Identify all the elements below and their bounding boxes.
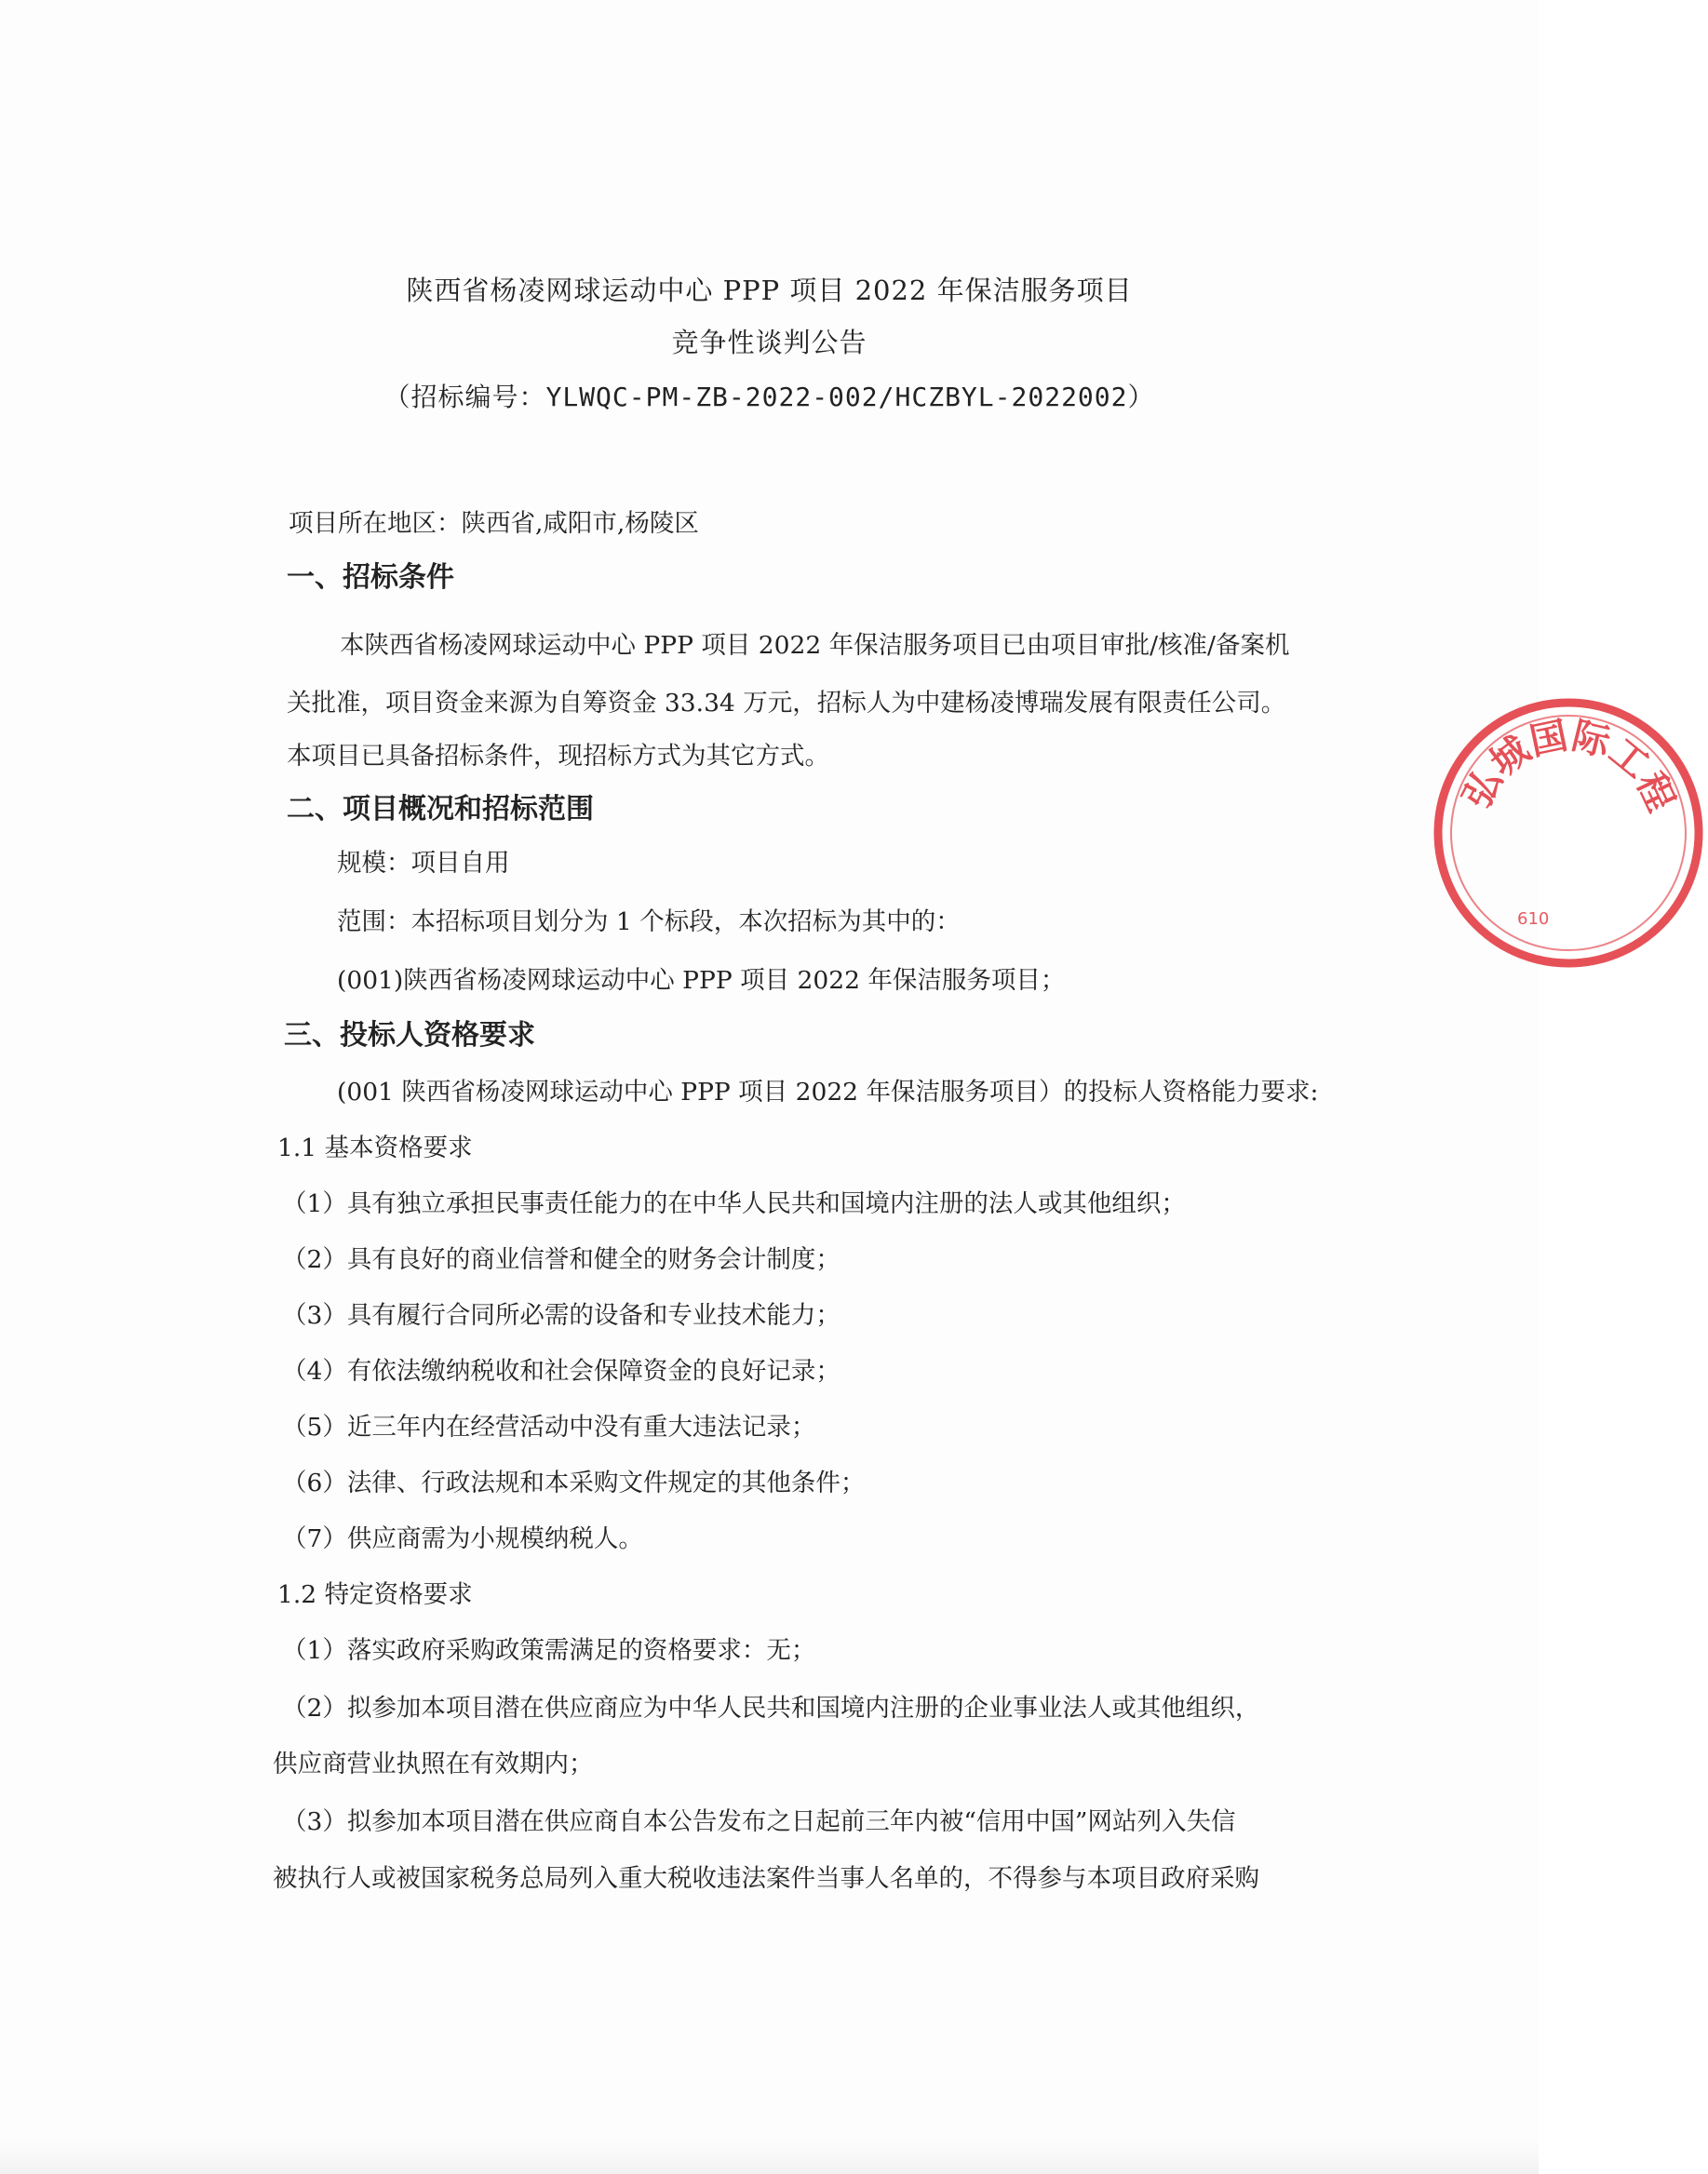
list-item: （1）具有独立承担民事责任能力的在中华人民共和国境内注册的法人或其他组织； (282, 1189, 1186, 1218)
project-scope: 范围：本招标项目划分为 1 个标段，本次招标为其中的： (337, 907, 961, 936)
list-item-continuation: 被执行人或被国家税务总局列入重大税收违法案件当事人名单的，不得参与本项目政府采购 (273, 1864, 1259, 1893)
list-item: （3）拟参加本项目潜在供应商自本公告发布之日起前三年内被“信用中国”网站列入失信 (282, 1807, 1236, 1836)
company-seal (1429, 693, 1708, 973)
section-heading-2: 二、项目概况和招标范围 (287, 793, 594, 825)
project-scale: 规模：项目自用 (337, 849, 510, 878)
project-location: 项目所在地区：陕西省,咸阳市,杨陵区 (289, 509, 699, 538)
seal-text: 弘城国际工程 (1455, 714, 1683, 818)
list-item: （6）法律、行政法规和本采购文件规定的其他条件； (282, 1469, 866, 1497)
qualification-intro: (001 陕西省杨凌网球运动中心 PPP 项目 2022 年保洁服务项目）的投标人资格能力要求: (337, 1078, 1319, 1107)
special-qualification-heading: 1.2 特定资格要求 (277, 1580, 473, 1609)
document-title: 陕西省杨凌网球运动中心 PPP 项目 2022 年保洁服务项目 (406, 275, 1133, 306)
project-lot: (001)陕西省杨凌网球运动中心 PPP 项目 2022 年保洁服务项目； (337, 966, 1066, 995)
seal-code: 610 (1517, 909, 1550, 929)
section-heading-1: 一、招标条件 (287, 561, 454, 594)
list-item: （4）有依法缴纳税收和社会保障资金的良好记录； (282, 1357, 841, 1386)
section-heading-3: 三、投标人资格要求 (284, 1019, 535, 1052)
document-subtitle: 竞争性谈判公告 (671, 327, 867, 358)
list-item: （2）拟参加本项目潜在供应商应为中华人民共和国境内注册的企业事业法人或其他组织， (282, 1694, 1260, 1723)
list-item-continuation: 供应商营业执照在有效期内； (273, 1750, 594, 1778)
list-item: （7）供应商需为小规模纳税人。 (282, 1524, 643, 1553)
list-item: （3）具有履行合同所必需的设备和专业技术能力； (282, 1301, 841, 1330)
paragraph-line: 本项目已具备招标条件，现招标方式为其它方式。 (287, 742, 829, 771)
list-item: （5）近三年内在经营活动中没有重大违法记录； (282, 1413, 816, 1442)
list-item: （1）落实政府采购政策需满足的资格要求：无； (282, 1636, 816, 1665)
paragraph-line: 本陕西省杨凌网球运动中心 PPP 项目 2022 年保洁服务项目已由项目审批/核准/备案机 (340, 631, 1290, 660)
basic-qualification-heading: 1.1 基本资格要求 (277, 1134, 473, 1162)
scan-edge (0, 2140, 1539, 2174)
tender-number: （招标编号：YLWQC-PM-ZB-2022-002/HCZBYL-2022002） (383, 382, 1155, 412)
paragraph-line: 关批准，项目资金来源为自筹资金 33.34 万元，招标人为中建杨凌博瑞发展有限责任公司。 (287, 689, 1286, 718)
list-item: （2）具有良好的商业信誉和健全的财务会计制度； (282, 1245, 841, 1274)
